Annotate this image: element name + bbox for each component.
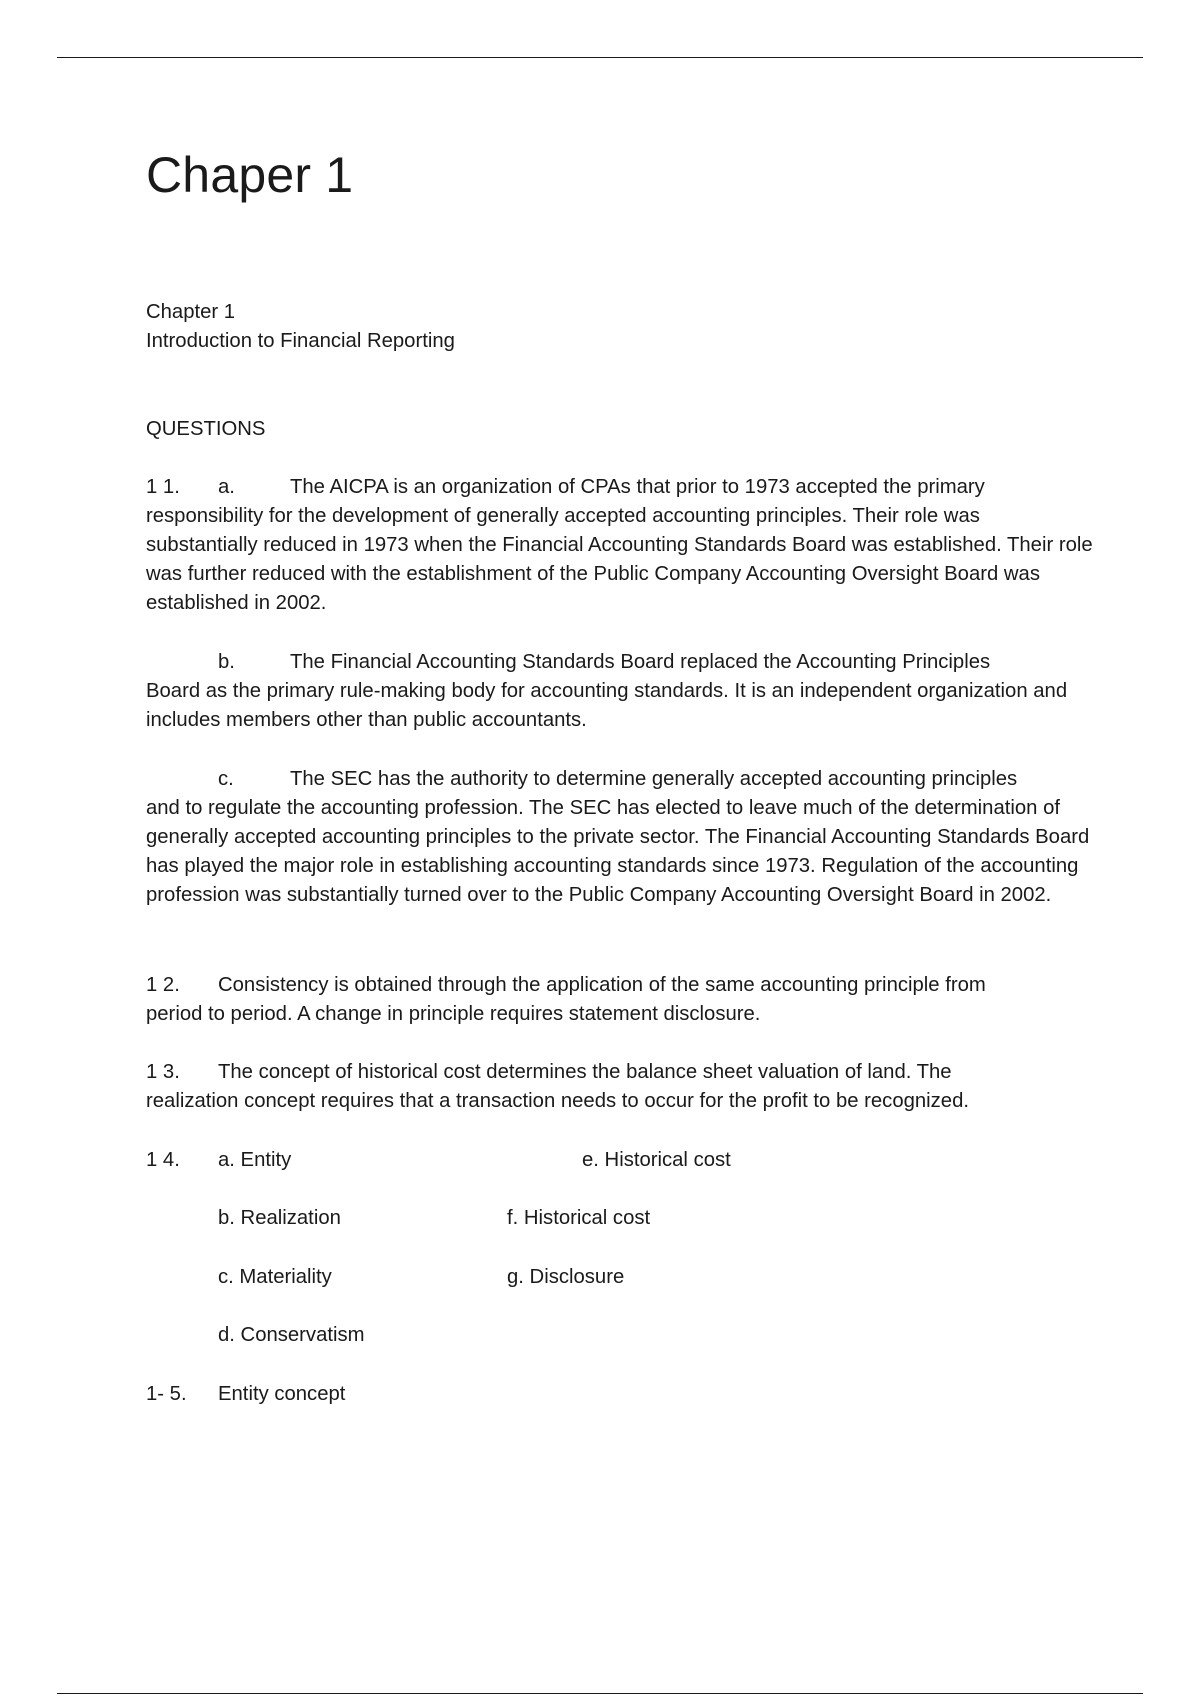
term-a: a. Entity	[218, 1149, 292, 1171]
answer-text: responsibility for the development of generally accepted accounting principles. Their role was substantially reduced in 1973 when the Financial Accounting Standards Board was established. Their role was further reduced with the establishment of the Public Company Accounting Oversight Board was established in 2002.	[146, 505, 1093, 614]
page-heading: Chaper 1	[146, 147, 354, 203]
answer-text: period to period. A change in principle requires statement disclosure.	[146, 1003, 761, 1025]
question-1a	[146, 473, 1096, 618]
sub-letter: c.	[218, 768, 234, 790]
question-3	[146, 1058, 969, 1116]
answer-text: and to regulate the accounting profession. The SEC has elected to leave much of the determination of generally accepted accounting principles to the private sector. The Financial Accounting Standards Board has played the major role in establishing accounting standards since 1973. Regulation of the accounting profession was substantially turned over to the Public Company Accounting Oversight Board in 2002.	[146, 797, 1090, 906]
answer-text: Board as the primary rule-making body for accounting standards. It is an independent organization and includes members other than public accountants.	[146, 680, 1068, 731]
question-1b	[146, 648, 1096, 735]
term-c: c. Materiality	[218, 1266, 332, 1288]
chapter-title: Introduction to Financial Reporting	[146, 330, 455, 352]
sub-letter: a.	[218, 476, 235, 498]
term-b: b. Realization	[218, 1207, 341, 1229]
answer-first-line: The concept of historical cost determines the balance sheet valuation of land. The	[218, 1061, 952, 1083]
chapter-header	[146, 298, 455, 356]
question-number: 1- 5.	[146, 1383, 187, 1405]
term-g: g. Disclosure	[507, 1266, 625, 1288]
question-number: 1 1.	[146, 476, 180, 498]
term-f: f. Historical cost	[507, 1207, 651, 1229]
question-4-terms	[146, 1146, 1096, 1406]
answer-text: Entity concept	[218, 1383, 346, 1405]
question-number: 1 3.	[146, 1061, 180, 1083]
answer-first-line: The Financial Accounting Standards Board replaced the Accounting Principles	[290, 651, 991, 673]
question-1c	[146, 765, 1096, 910]
chapter-label: Chapter 1	[146, 301, 236, 323]
term-d: d. Conservatism	[218, 1324, 365, 1346]
term-e: e. Historical cost	[582, 1149, 731, 1171]
question-2	[146, 971, 986, 1029]
question-number: 1 4.	[146, 1149, 180, 1171]
bottom-rule	[57, 1693, 1143, 1694]
question-5	[146, 1380, 345, 1409]
answer-first-line: The SEC has the authority to determine generally accepted accounting principles	[290, 768, 1018, 790]
top-rule	[57, 57, 1143, 58]
answer-first-line: Consistency is obtained through the application of the same accounting principle from	[218, 974, 986, 996]
answer-text: realization concept requires that a transaction needs to occur for the profit to be recognized.	[146, 1090, 969, 1112]
section-heading: QUESTIONS	[146, 418, 266, 440]
answer-first-line: The AICPA is an organization of CPAs that prior to 1973 accepted the primary	[290, 476, 985, 498]
question-number: 1 2.	[146, 974, 180, 996]
sub-letter: b.	[218, 651, 235, 673]
